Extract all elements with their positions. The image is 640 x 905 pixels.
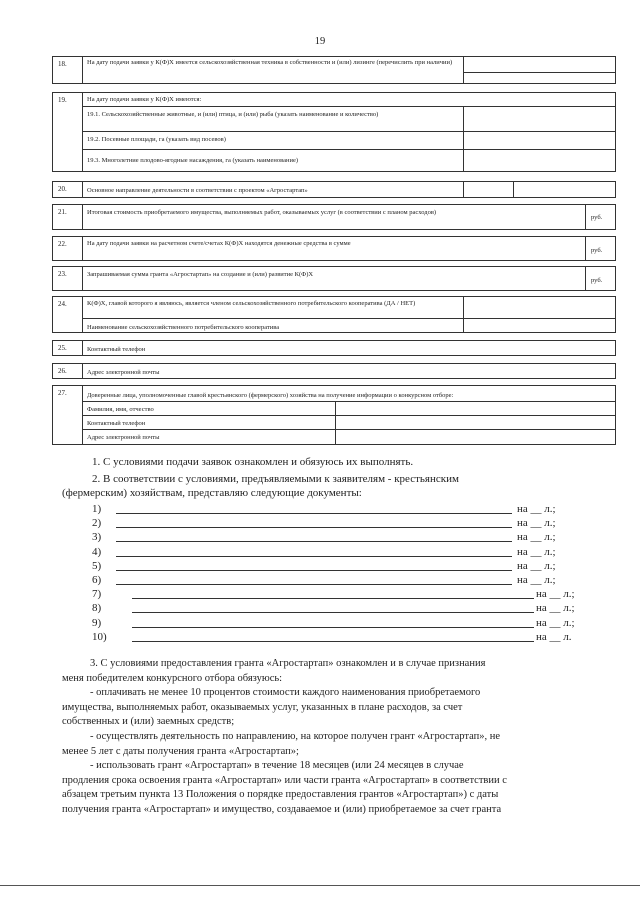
row-number: 26.: [53, 364, 83, 378]
document-pages: на __ л.;: [536, 602, 575, 615]
document-blank-line[interactable]: [132, 612, 534, 613]
row-sub-label: 19.2. Посевные площади, га (указать вид посевов): [87, 136, 226, 143]
paragraph-3-line: - осуществлять деятельность по направлению, на которое получен грант «Агростартап», не: [90, 730, 501, 742]
document-pages: на __ л.;: [517, 517, 556, 530]
paragraph-1: 1. С условиями подачи заявок ознакомлен и обязуюсь их выполнять.: [92, 456, 414, 468]
row-number: 23.: [53, 267, 83, 290]
document-line: [0, 588, 640, 602]
row-label: На дату подачи заявки на расчетном счете/счетах К(Ф)Х находятся денежные средства в сумме: [87, 240, 351, 247]
row-label: Контактный телефон: [87, 346, 146, 353]
paragraph-3-line: менее 5 лет с даты получения гранта «Агростартап»;: [62, 745, 299, 757]
row-sub-label: Контактный телефон: [87, 420, 146, 427]
document-line-number: 4): [92, 545, 102, 558]
document-line-number: 3): [92, 531, 102, 544]
currency-unit: руб.: [591, 214, 603, 221]
document-line-number: 10): [92, 630, 107, 643]
row-sub-label: Наименование сельскохозяйственного потребительского кооператива: [87, 324, 280, 331]
bottom-rule: [0, 885, 640, 886]
document-blank-line[interactable]: [116, 584, 512, 585]
paragraph-3-line: 3. С условиями предоставления гранта «Агростартап» ознакомлен и в случае признания: [90, 658, 486, 669]
paragraph-3-line: продления срока освоения гранта «Агростартап» или части гранта «Агростартап» в соответствии с: [62, 774, 507, 786]
paragraph-3-line: меня победителем конкурсного отбора обязуюсь:: [62, 672, 283, 684]
row-18: [52, 56, 616, 84]
document-pages: на __ л.;: [517, 545, 556, 558]
row-sub-label: 19.3. Многолетние плодово-ягодные насаждения, га (указать наименование): [87, 157, 299, 164]
row-number: 27.: [53, 386, 83, 444]
row-label: На дату подачи заявки у К(Ф)Х имеются:: [87, 96, 202, 103]
paragraph-3-line: получения гранта «Агростартап» и имущество, создаваемое и (или) приобретаемое за счет гранта: [62, 803, 502, 815]
document-line-number: 9): [92, 616, 102, 629]
row-number: 22.: [53, 237, 83, 260]
document-line: [0, 602, 640, 616]
row-21: [52, 204, 616, 230]
currency-unit: руб.: [591, 277, 603, 284]
paragraph-3-line: - использовать грант «Агростартап» в течение 18 месяцев (или 24 месяцев в случае: [90, 760, 464, 772]
document-blank-line[interactable]: [116, 527, 512, 528]
document-line: [0, 617, 640, 631]
row-25: [52, 340, 616, 356]
row-number: 25.: [53, 341, 83, 355]
row-label: Доверенные лица, уполномоченные главой крестьянского (фермерского) хозяйства на получение информации о конкурсном отборе:: [87, 392, 454, 399]
row-label: Основное направление деятельности в соответствии с проектом «Агростартап»: [87, 187, 308, 194]
document-blank-line[interactable]: [116, 513, 512, 514]
document-blank-line[interactable]: [116, 556, 512, 557]
page-number: 19: [314, 36, 326, 47]
paragraph-3-line: собственных и (или) заемных средств;: [62, 716, 235, 728]
row-20: [52, 181, 616, 198]
document-blank-line[interactable]: [132, 598, 534, 599]
document-blank-line[interactable]: [132, 627, 534, 628]
row-number: 24.: [53, 297, 83, 332]
currency-unit: руб.: [591, 247, 603, 254]
document-line-number: 5): [92, 559, 102, 572]
row-22: [52, 236, 616, 261]
row-number: 20.: [53, 182, 83, 197]
row-number: 18.: [53, 57, 83, 83]
document-pages: на __ л.;: [536, 588, 575, 601]
document-pages: на __ л.;: [536, 616, 575, 629]
document-pages: на __ л.;: [517, 574, 556, 586]
document-line: [0, 531, 640, 545]
document-pages: на __ л.;: [517, 503, 556, 515]
document-line-number: 6): [92, 574, 102, 586]
document-pages: на __ л.;: [517, 559, 556, 572]
document-line: [0, 517, 640, 531]
document-blank-line[interactable]: [132, 641, 534, 642]
document-blank-line[interactable]: [116, 541, 512, 542]
paragraph-3-line: имущества, выполняемых работ, оказываемых услуг, указанных в плане расходов, за счет: [62, 701, 463, 713]
row-27: [52, 385, 616, 445]
row-number: 21.: [53, 205, 83, 229]
document-line-number: 1): [92, 503, 102, 515]
document-pages: на __ л.;: [517, 531, 556, 544]
paragraph-3: [62, 657, 618, 818]
row-sub-label: Адрес электронной почты: [87, 434, 160, 441]
document-line: [0, 560, 640, 574]
row-26: [52, 363, 616, 379]
document-pages: на __ л.: [536, 630, 572, 643]
document-line: [0, 631, 640, 645]
document-line-number: 8): [92, 602, 102, 615]
row-sub-label: Фамилия, имя, отчество: [87, 406, 154, 413]
document-line: [0, 503, 640, 517]
paragraph-3-line: - оплачивать не менее 10 процентов стоимости каждого наименования приобретаемого: [90, 687, 481, 699]
row-sub-label: 19.1. Сельскохозяйственные животные, и (или) птица, и (или) рыба (указать наименование и количество): [87, 111, 379, 118]
row-label: К(Ф)Х, главой которого я являюсь, является членом сельскохозяйственного потребительского кооператива (ДА / НЕТ): [87, 300, 416, 307]
paragraph-2: 2. В соответствии с условиями, предъявляемыми к заявителям - крестьянским: [92, 473, 459, 485]
document-line: [0, 574, 640, 588]
row-label: Итоговая стоимость приобретаемого имущества, выполняемых работ, оказываемых услуг (в соответствии с планом расходов): [87, 209, 437, 216]
row-label: Адрес электронной почты: [87, 369, 160, 376]
paragraph-2-cont: (фермерским) хозяйствам, представляю следующие документы:: [62, 487, 362, 499]
row-19: [52, 92, 616, 172]
paragraph-3-line: абзацем третьим пункта 13 Положения о порядке предоставления грантов «Агростартап») с даты: [62, 789, 499, 801]
row-23: [52, 266, 616, 291]
row-label: На дату подачи заявки у К(Ф)Х имеется сельскохозяйственная техника в собственности и (или) лизинге (перечислить при наличии): [87, 59, 453, 66]
row-number: 19.: [53, 93, 83, 171]
document-line-number: 7): [92, 588, 102, 601]
row-label: Запрашиваемая сумма гранта «Агростартап» на создание и (или) развитие К(Ф)Х: [87, 271, 314, 278]
document-line: [0, 546, 640, 560]
document-blank-line[interactable]: [116, 570, 512, 571]
row-24: [52, 296, 616, 333]
document-line-number: 2): [92, 517, 102, 530]
